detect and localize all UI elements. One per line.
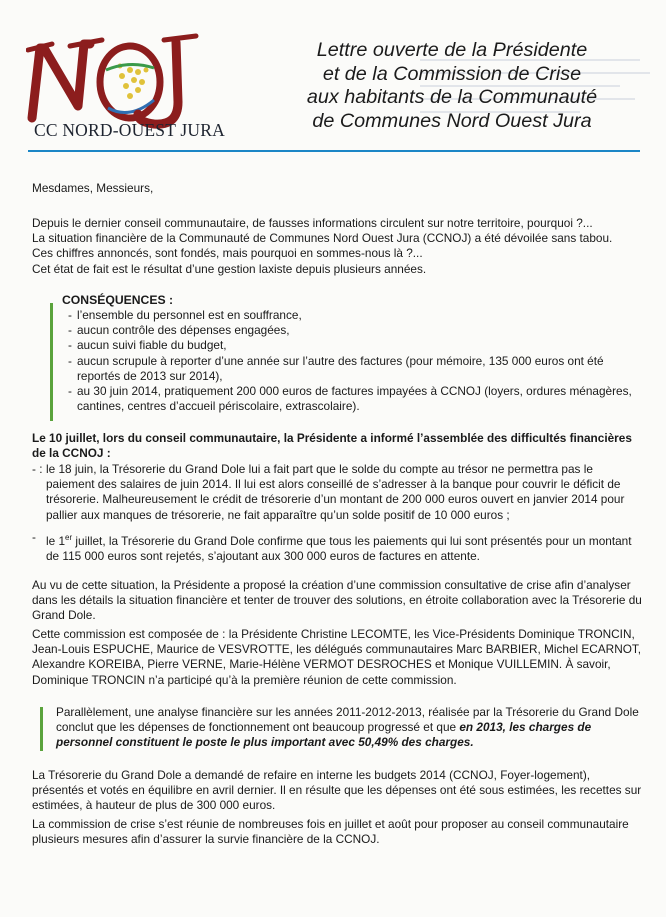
consequences-title: CONSÉQUENCES : [62, 293, 174, 307]
letter-title [262, 39, 642, 133]
logo-dots [118, 64, 149, 100]
crise-paragraph: La commission de crise s’est réunie de nombreuses fois en juillet et août pour proposer au conseil communautaire plusieurs mesures afin d’assurer la survie financière de la CCNOJ. [32, 817, 629, 847]
list-item-text: le 1er juillet, la Trésorerie du Grand Dole confirme que tous les paiements qui lui sont présentés pour un montant de 115 000 euros sont rejetés, s’ajoutant aux 300 000 euros de factures en attente. [46, 532, 632, 563]
list-item-text: aucun contrôle des dépenses engagées, [77, 323, 290, 338]
commission-paragraph: Au vu de cette situation, la Présidente a proposé la création d’une commission consultative de crise afin d’analyser dans les détails la situation financière et tenter de trouver des solutions, en étroite collaboration avec la Trésorerie du Grand Dole. [32, 578, 642, 623]
members-paragraph: Cette commission est composée de : la Présidente Christine LECOMTE, les Vice-Présidents Dominique TRONCIN, Jean-Louis ESPUCHE, Maurice de VESVROTTE, les délégués communautaires Marc BARBIER, Michel ECARNOT, Alexandre KOREIBA, Pierre VERNE, Marie-Hélène VERMOT DESROCHES et Monique VUILLEMIN. À savoir, Dominique TRONCIN n’a participé qu’à la première réunion de cette commission. [32, 627, 642, 687]
title-line: de Communes Nord Ouest Jura [312, 109, 592, 132]
consequences-accent-bar [50, 303, 53, 421]
intro-paragraph [32, 216, 642, 277]
logo-name: CC NORD-OUEST JURA [34, 120, 225, 140]
list-item-text: le 18 juin, la Trésorerie du Grand Dole lui a fait part que le solde du compte au trésor ne permettra pas le paiement des salaires de juin 2014. Il lui est alors conseillé de s’adresser à la banque pour couvrir le déficit de trésorerie. Malheureusement le crédit de trésorerie d’un montant de 200 000 euros ouvert en janvier 2014 pour pallier aux manques de trésorerie, ne fait apparaître qu’un solde positif de 10 000 euros ; [46, 462, 625, 522]
list-item-text: l’ensemble du personnel est en souffrance, [77, 308, 302, 322]
analysis-emphasis: en 2013, les charges de personnel constituent le poste le plus important avec 50,49% des charges. [56, 720, 592, 750]
list-item: - l’ensemble du personnel est en souffrance, [68, 308, 302, 322]
analysis-accent-bar [40, 707, 43, 751]
intro-line: Cet état de fait est le résultat d’une gestion laxiste depuis plusieurs années. [32, 261, 427, 276]
consequences-list [68, 308, 640, 414]
list-item: - aucun scrupule à reporter d’une année sur l’autre des factures (pour mémoire, 135 000 euros ont été reportés de 2013 sur 2014), [68, 354, 640, 384]
intro-line: Ces chiffres annoncés, sont fondés, mais pourquoi en sommes-nous là ?... [32, 246, 423, 261]
title-line: Lettre ouverte de la Présidente [316, 39, 588, 61]
analysis-paragraph: Parallèlement, une analyse financière sur les années 2011-2012-2013, réalisée par la Trésorerie du Grand Dole conclut que les dépenses de fonctionnement ont beaucoup progressé et que en 2013, les charges de personnel constituent le poste le plus important avec 50,49% des charges. [56, 705, 639, 750]
list-item: - le 1er juillet, la Trésorerie du Grand Dole confirme que tous les paiements qui lui sont présentés pour un montant de 115 000 euros sont rejetés, s’ajoutant aux 300 000 euros de factures en attente. [32, 530, 642, 564]
july-list [32, 462, 642, 564]
logo-letter-n [32, 44, 90, 118]
list-item-text: aucun suivi fiable du budget, [77, 338, 227, 353]
title-line: aux habitants de la Communauté [306, 86, 598, 108]
greeting: Mesdames, Messieurs, [32, 181, 154, 195]
tresorerie-paragraph: La Trésorerie du Grand Dole a demandé de refaire en interne les budgets 2014 (CCNOJ, Foyer-logement), présentés et votés en équilibre en avril dernier. Il en résulte que les dépenses ont été sous estimées, les recettes sur estimées, à hauteur de plus de 300 000 euros. [32, 768, 642, 813]
header-rule [28, 150, 640, 152]
list-item: - au 30 juin 2014, pratiquement 200 000 euros de factures impayées à CCNOJ (loyers, ordures ménagères, cantines, centres d’accueil périscolaire, extrascolaire). [68, 384, 640, 414]
list-item: - : le 18 juin, la Trésorerie du Grand Dole lui a fait part que le solde du compte au trésor ne permettra pas le paiement des salaires de juin 2014. Il lui est alors conseillé de s’adresser à la banque pour couvrir le déficit de trésorerie. Malheureusement le crédit de trésorerie d’un montant de 200 000 euros ouvert en janvier 2014 pour pallier aux manques de trésorerie, ne fait apparaître qu’un solde positif de 10 000 euros ; [32, 462, 642, 523]
list-item: - aucun contrôle des dépenses engagées, [68, 323, 290, 338]
list-item-text: au 30 juin 2014, pratiquement 200 000 euros de factures impayées à CCNOJ (loyers, ordures ménagères, cantines, centres d’accueil périscolaire, extrascolaire). [77, 384, 632, 414]
list-item: - aucun suivi fiable du budget, [68, 338, 227, 353]
july-heading: Le 10 juillet, lors du conseil communautaire, la Présidente a informé l’assemblée des difficultés financières de la CCNOJ : [32, 431, 632, 461]
list-item-text: aucun scrupule à reporter d’une année sur l’autre des factures (pour mémoire, 135 000 euros ont été reportés de 2013 sur 2014), [77, 353, 604, 383]
intro-line: La situation financière de la Communauté de Communes Nord Ouest Jura (CCNOJ) a été dévoilée sans tabou. [32, 231, 613, 246]
title-line: et de la Commission de Crise [322, 62, 582, 85]
intro-line: Depuis le dernier conseil communautaire, de fausses informations circulent sur notre territoire, pourquoi ?... [32, 216, 593, 230]
